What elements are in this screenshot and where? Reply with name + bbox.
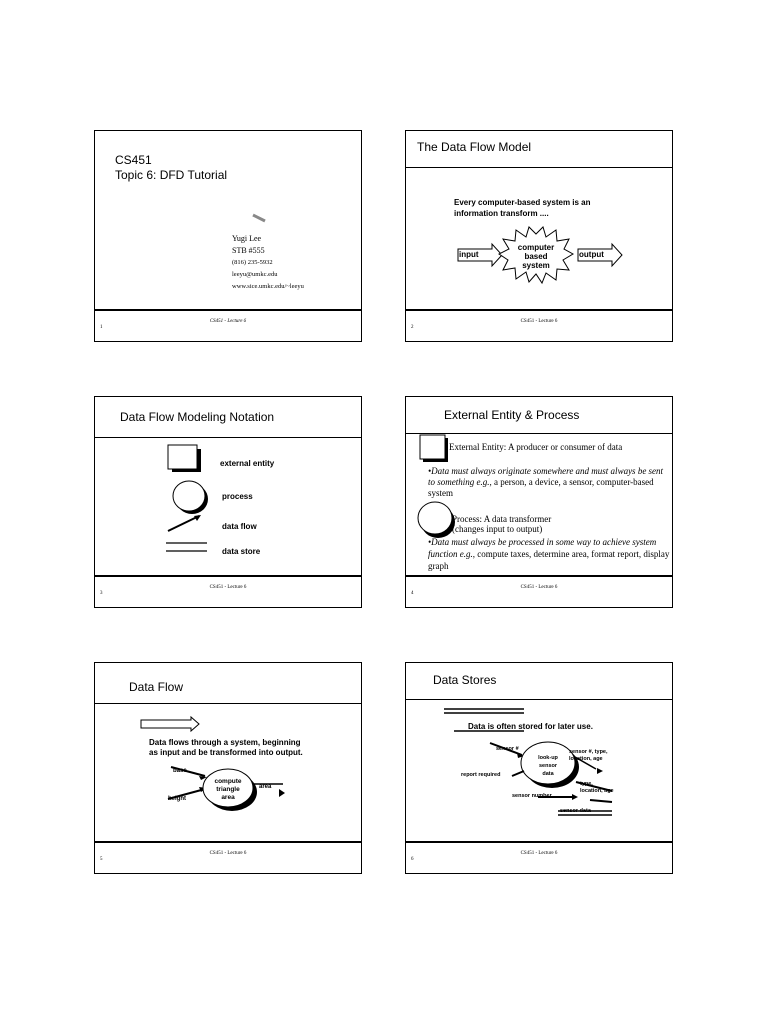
- text-line: computer: [517, 243, 555, 252]
- entity-note-rest: a person, a device, a sensor, computer-based system: [428, 477, 654, 498]
- process-label: process: [222, 492, 253, 501]
- entity-note-italic: •Data must always originate somewhere and must always be sent to something e.g.,: [428, 466, 664, 487]
- slide-title: The Data Flow Model: [417, 140, 532, 154]
- store-flow: [590, 800, 612, 802]
- contact-email: leeyu@umkc.edu: [232, 271, 278, 278]
- area-label: area: [259, 784, 272, 790]
- text-line: Every computer-based system is an: [454, 198, 591, 207]
- slide-title: Data Flow Modeling Notation: [120, 410, 275, 424]
- footer-rule: [95, 309, 361, 311]
- slide-title-course: CS451: [115, 153, 152, 167]
- sensor-label: sensor #: [496, 746, 519, 752]
- report-flow: [512, 771, 524, 776]
- slide-footer: CS451 - Lecture 6: [209, 585, 247, 590]
- process-note: [428, 536, 670, 572]
- slide-4: [405, 396, 673, 608]
- output-arrowhead: [597, 768, 603, 774]
- footer-rule: [95, 841, 361, 843]
- base-label: base: [173, 768, 187, 774]
- entity-note: [428, 466, 670, 499]
- text-line: (changes input to output): [452, 524, 543, 534]
- store-label: sensor data: [560, 808, 591, 814]
- output-label: output: [579, 250, 604, 259]
- input-label: input: [459, 250, 479, 259]
- text-line: as input and be transformed into output.: [149, 748, 303, 757]
- text-line: type,: [580, 781, 593, 787]
- entity-definition: External Entity: A producer or consumer of data: [449, 442, 623, 452]
- slide-footer: CS451 - Lecture 6: [520, 319, 558, 324]
- contact-block: [232, 233, 304, 293]
- slide-footer: CS451 - Lecture 6: [209, 319, 247, 324]
- text-line: based: [524, 252, 548, 261]
- slide-title: Data Flow: [129, 680, 184, 694]
- process-label: [524, 754, 572, 778]
- sensor-number-arrowhead: [572, 794, 578, 800]
- text-line: information transform ....: [454, 209, 549, 218]
- page-number: 6: [411, 857, 414, 862]
- slide-5: [94, 662, 362, 874]
- text-line: area: [221, 794, 235, 801]
- slide-footer: CS451 - Lecture 6: [520, 585, 558, 590]
- footer-rule: [406, 575, 672, 577]
- slide-6: [405, 662, 673, 874]
- footer-rule: [406, 309, 672, 311]
- hollow-arrow: [141, 717, 199, 731]
- contact-phone: (816) 235-5932: [232, 259, 273, 266]
- data-store-label: data store: [222, 547, 261, 556]
- text-line: system: [522, 261, 550, 270]
- data-flow-label: data flow: [222, 522, 257, 531]
- output-label: [569, 749, 608, 763]
- slide-3: [94, 396, 362, 608]
- footer-rule: [95, 575, 361, 577]
- process-shape: [418, 502, 452, 534]
- report-label: report required: [461, 772, 501, 778]
- slide-footer: CS451 - Lecture 6: [520, 851, 558, 856]
- process-note-rest: compute taxes, determine area, format report, display graph: [428, 549, 670, 571]
- external-entity-shape: [168, 445, 197, 469]
- page-number: 3: [100, 591, 103, 596]
- slide-text: Data is often stored for later use.: [468, 722, 593, 731]
- page-number: 4: [411, 591, 414, 596]
- process-label: [205, 778, 251, 802]
- slide-title: External Entity & Process: [444, 408, 580, 422]
- text-line: sensor: [538, 763, 558, 769]
- contact-name: Yugi Lee: [232, 234, 262, 243]
- external-entity-label: external entity: [220, 459, 275, 468]
- sensor-number-label: sensor number: [512, 793, 552, 799]
- area-arrowhead: [279, 789, 285, 797]
- slide-title-topic: Topic 6: DFD Tutorial: [115, 168, 228, 182]
- text-line: location, age: [569, 756, 603, 762]
- external-entity-shape: [420, 435, 445, 459]
- type-label: [580, 781, 614, 795]
- height-label: height: [168, 796, 186, 802]
- page-number: 2: [411, 325, 414, 330]
- system-label: [508, 243, 564, 270]
- process-definition: [452, 514, 551, 534]
- text-line: location, age: [580, 788, 614, 794]
- contact-website: www.sice.umkc.edu/~leeyu: [232, 283, 304, 290]
- text-line: sensor #, type,: [569, 749, 608, 755]
- text-line: data: [542, 771, 554, 777]
- process-shape: [173, 481, 205, 511]
- process-note-italic: •Data must always be processed in some way to achieve system function e.g.,: [428, 537, 657, 559]
- slide-title: Data Stores: [433, 673, 497, 687]
- text-line: Data flows through a system, beginning: [149, 738, 301, 747]
- text-line: triangle: [216, 786, 240, 793]
- slide-2: [405, 130, 673, 342]
- contact-office: STB #555: [232, 246, 265, 255]
- text-line: Process: A data transformer: [452, 514, 552, 524]
- page-number: 1: [100, 325, 103, 330]
- footer-rule: [406, 841, 672, 843]
- data-flow-shape: [168, 516, 199, 531]
- text-line: look-up: [538, 755, 558, 761]
- text-line: compute: [214, 778, 242, 785]
- slide-text: [149, 738, 303, 758]
- slide-footer: CS451 - Lecture 6: [209, 851, 247, 856]
- slide-1: [94, 130, 362, 342]
- page-number: 5: [100, 857, 103, 862]
